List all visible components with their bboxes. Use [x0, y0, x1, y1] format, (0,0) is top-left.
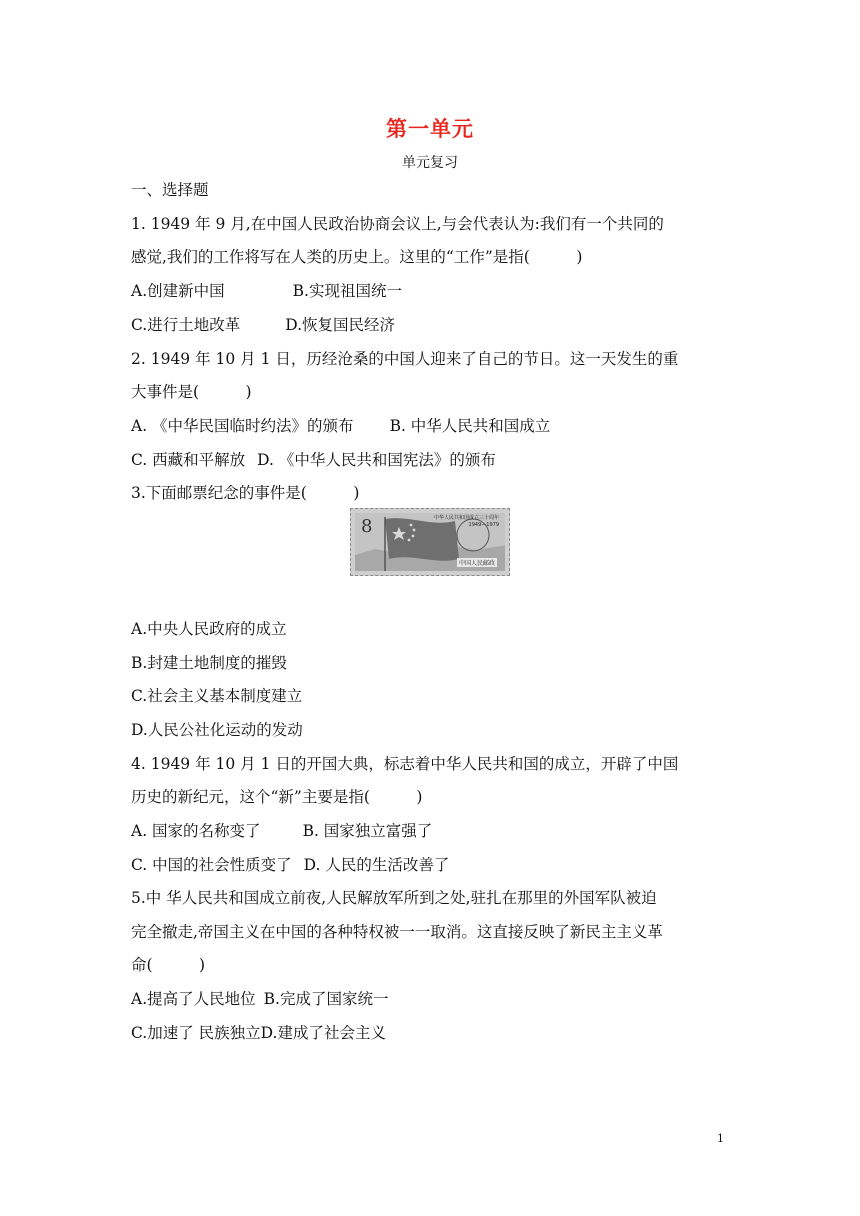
question-3-option-c: C.社会主义基本制度建立 — [131, 687, 303, 705]
question-4-option-a: A. 国家的名称变了 — [131, 822, 261, 840]
question-1-option-b: B.实现祖国统一 — [292, 282, 402, 300]
question-4-stem-line2: 历史的新纪元，这个“新”主要是指( ) — [131, 788, 423, 806]
question-4-options-row1 — [131, 821, 432, 841]
question-2-option-a: A. 《中华民国临时约法》的颁布 — [131, 417, 354, 435]
question-2-option-d: D. 《中华人民共和国宪法》的颁布 — [257, 451, 496, 469]
question-3-stem: 3.下面邮票纪念的事件是( ) — [131, 484, 360, 502]
question-4-option-b: B. 国家独立富强了 — [302, 822, 433, 840]
question-2-options-row1 — [131, 416, 550, 436]
question-2-option-c: C. 西藏和平解放 — [131, 451, 246, 469]
stamp-caption-years: 1949—1979 — [468, 522, 499, 528]
stamp-caption — [434, 515, 499, 529]
question-1-option-d: D.恢复国民经济 — [285, 316, 396, 334]
question-5-options-row2 — [131, 1023, 386, 1043]
question-5-stem-line2: 完全撤走,帝国主义在中国的各种特权被一一取消。这直接反映了新民主主义革 — [131, 923, 663, 941]
question-2-options-row2 — [131, 450, 496, 470]
question-4-options-row2 — [131, 855, 449, 875]
question-4-option-c: C. 中国的社会性质变了 — [131, 856, 292, 874]
question-2-stem-line1: 2. 1949 年 10 月 1 日，历经沧桑的中国人迎来了自己的节日。这一天发生的重 — [131, 350, 679, 368]
question-5-option-a: A.提高了人民地位 — [131, 990, 256, 1008]
question-1-options-row2 — [131, 315, 395, 335]
question-5-option-b: B.完成了国家统一 — [263, 990, 389, 1008]
question-1-options-row1 — [131, 281, 402, 301]
page-subtitle: 单元复习 — [402, 155, 458, 171]
question-5-stem-line1: 5.中 华人民共和国成立前夜,人民解放军所到之处,驻扎在那里的外国军队被迫 — [131, 889, 657, 907]
question-5-stem-line3: 命( ) — [131, 956, 206, 974]
stamp-issuer: 中国人民邮政 — [458, 560, 495, 567]
question-5-option-d: D.建成了社会主义 — [260, 1024, 386, 1042]
question-1-stem-line1: 1. 1949 年 9 月,在中国人民政治协商会议上,与会代表认为:我们有一个共同的 — [131, 215, 664, 233]
page-title: 第一单元 — [386, 117, 474, 141]
commemorative-stamp-image — [350, 508, 510, 576]
question-3-option-d: D.人民公社化运动的发动 — [131, 721, 303, 739]
question-1-stem-line2: 感觉,我们的工作将写在人类的历史上。这里的“工作”是指( ) — [131, 248, 583, 266]
question-2-option-b: B. 中华人民共和国成立 — [389, 417, 551, 435]
question-4-stem-line1: 4. 1949 年 10 月 1 日的开国大典，标志着中华人民共和国的成立，开辟了中国 — [131, 755, 679, 773]
page-number: 1 — [717, 1132, 724, 1145]
stamp-caption-title: 中华人民共和国成立三十周年 — [433, 515, 499, 521]
question-3-option-b: B.封建土地制度的摧毁 — [131, 654, 287, 672]
section-heading: 一、选择题 — [131, 181, 209, 199]
stamp-denomination: 8 — [361, 516, 373, 537]
question-3-option-a: A.中央人民政府的成立 — [131, 620, 287, 638]
question-4-option-d: D. 人民的生活改善了 — [303, 856, 450, 874]
question-1-option-c: C.进行土地改革 — [131, 316, 241, 334]
question-2-stem-line2: 大事件是( ) — [131, 383, 252, 401]
question-5-options-row1 — [131, 989, 388, 1009]
question-5-option-c: C.加速了 民族独立 — [131, 1024, 261, 1042]
question-1-option-a: A.创建新中国 — [131, 282, 225, 300]
